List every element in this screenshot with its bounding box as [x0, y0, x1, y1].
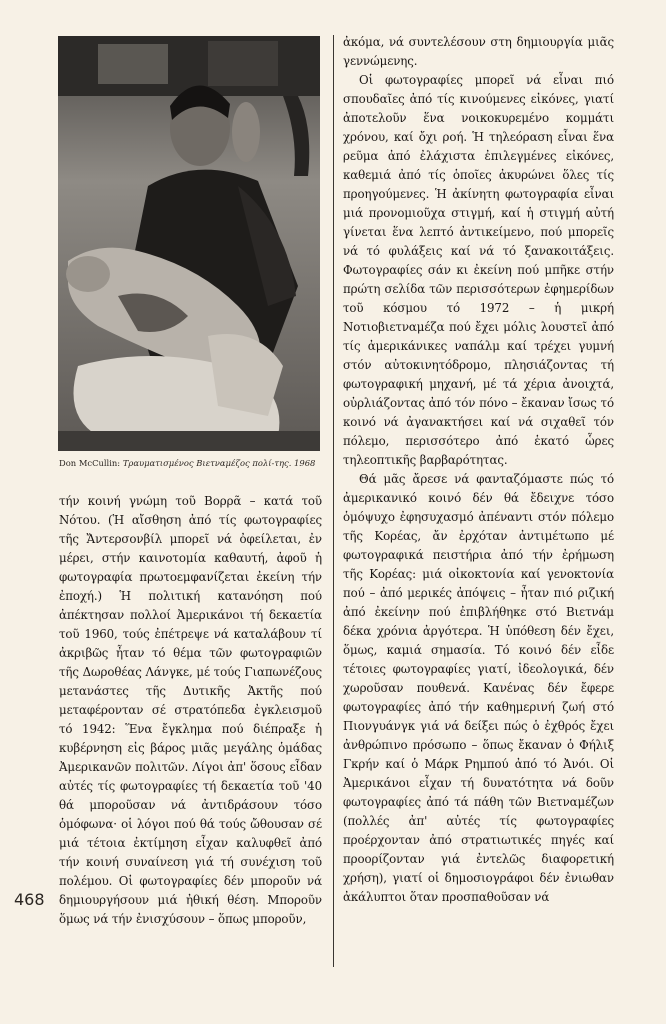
photo-caption: [59, 457, 319, 470]
right-paragraph: ἀκόμα, νά συντελέσουν στη δημιουργία μιᾶς γεννώμενης.: [343, 35, 614, 68]
column-divider: [333, 35, 334, 967]
page-number: 468: [14, 890, 45, 909]
right-paragraph: Οἱ φωτογραφίες μπορεῖ νά εἶναι πιό σπουδαῖες ἀπό τίς κινούμενες εἰκόνες, γιατί ἀποτελοῦν ἕνα νοικοκυρεμένο κομμάτι χρόνου, καί ὄχι ροή. Ἡ τηλεόραση εἶναι ἕνα ρεῦμα ἀπό ἐλάχιστα ἐπιλεγμένες εἰκόνες, καθεμιά ἀπό τίς ὁποῖες ἀκυρώνει ὅλες τίς προηγούμενες. Ἡ ἀκίνητη φωτογραφία εἶναι μιά προνομιοῦχα στιγμή, καί ἡ στιγμή αὐτή γίνεται ἕνα λεπτό ἀντικείμενο, πού μπορεῖς νά τό φυλάξεις καί νά τό ξανακοιτάξεις. Φωτογραφίες σάν κι ἐκείνη πού μπῆκε στήν πρώτη σελίδα τῶν περισσότερων ἐφημερίδων τοῦ κόσμου τό 1972 – ἡ μικρή Νοτιοβιετναμέζα πού ἔχει μόλις λουστεῖ ἀπό τίς ἀμερικάνικες ναπάλμ καί τρέχει γυμνή στόν αὐτοκινητόδρομο, πλησιάζοντας τή φωτογραφική μηχανή, μέ τά χέρια ἀνοιχτά, οὐρλιάζοντας ἀπό τόν πόνο – ἔκαναν ἴσως τό κοινό νά ἀγανακτήσει καί νά σιχαθεῖ τόν πόλεμο, περισσότερο ἀπό ἑκατό ὧρες τηλεοπτικῆς βαρβαρότητας.: [343, 73, 614, 467]
right-paragraph: Θά μᾶς ἄρεσε νά φανταζόμαστε πώς τό ἀμερικανικό κοινό δέν θά ἔδειχνε τόσο ὁμόψυχο ἐφησυχασμό ἀπέναντι στόν πόλεμο τῆς Κορέας, ἄν ἐρχόταν ἀντιμέτωπο μέ φωτογραφικά πειστήρια ἀπό τήν ἐρήμωση τῆς Κορέας: μιά οἰκοκτονία καί γενοκτονία πού – ἀπό μερικές ἀπόψεις – ἦταν πιό ριζική ἀπό ἐκείνην πού ἐπιβλήθηκε στό Βιετνάμ δέκα χρόνια ἀργότερα. Ἡ ὑπόθεση δέν ἔχει, ὅμως, καμιά σημασία. Τό κοινό δέν εἶδε τέτοιες φωτογραφίες γιατί, ἰδεολογικά, δέν χωροῦσαν πουθενά. Κανένας δέν ἔφερε φωτογραφίες ἀπό τήν καθημερινή ζωή στό Πιονγυάνγκ γιά νά δείξει πώς ὁ ἐχθρός ἔχει ἀνθρώπινο πρόσωπο – ὅπως ἔκαναν ὁ Φήλιξ Γκρήν καί ὁ Μάρκ Ρημπού ἀπό τό Ἀνόι. Οἱ Ἀμερικάνοι εἶχαν τή δυνατότητα νά δοῦν φωτογραφίες ἀπό τά πάθη τῶν Βιετναμέζων (πολλές ἀπ' αὐτές τίς φωτογραφίες προέρχονταν ἀπό στρατιωτικές πηγές καί προορίζονταν γιά ἐντελῶς διαφορετική χρήση), γιατί οἱ δημοσιογράφοι δέν ἐνιωθαν ἀκάλυπτοι ὅταν προσπαθοῦσαν νά: [343, 472, 614, 904]
photograph-wounded-vietnamese-civilian: [58, 36, 320, 451]
left-text-column: [59, 492, 322, 929]
left-paragraph: τήν κοινή γνώμη τοῦ Βορρᾶ – κατά τοῦ Νότου. (Ἡ αἴσθηση ἀπό τίς φωτογραφίες τῆς Ἄντερσονβίλ μπορεῖ νά ὀφείλεται, ἐν μέρει, στήν καινοτομία καθαυτή, ἀφοῦ ἡ φωτογραφία πρωτοεμφανίζεται ἐκείνη τήν ἐποχή.) Ἡ πολιτική κατανόηση πού ἀπέκτησαν πολλοί Ἀμερικάνοι τή δεκαετία τοῦ 1960, τούς ἐπέτρεψε νά καταλάβουν τί ἀκριβῶς ἦταν τό θέμα τῶν φωτογραφιῶν τῆς Δωροθέας Λάνγκε, μέ τούς Γιαπωνέζους μετανάστες τῆς Δυτικῆς Ἀκτῆς πού μεταφέρονταν σέ στρατόπεδα ἐγκλεισμοῦ τό 1942: Ἕνα ἔγκλημα πού διέπραξε ἡ κυβέρνηση εἰς βάρος μιᾶς μεγάλης ὁμάδας Ἀμερικανῶν πολιτῶν. Λίγοι ἀπ' ὅσους εἶδαν αὐτές τίς φωτογραφίες τή δεκαετία τοῦ '40 θά μποροῦσαν νά ἀντιδράσουν τόσο ὁμόφωνα· οἱ λόγοι πού θά τούς ὤθουσαν σέ μιά τέτοια ἐκτίμηση εἶχαν καλυφθεῖ ἀπό τήν κοινή συναίνεση γιά τή συνέχιση τοῦ πολέμου. Οἱ φωτογραφίες δέν μποροῦν νά δημιουργήσουν μιά ἠθική θέση. Μποροῦν ὅμως νά τήν ἐνισχύσουν – ὅπως μποροῦν,: [59, 494, 322, 926]
photograph-image: [58, 36, 320, 451]
caption-credit: Don McCullin:: [59, 458, 121, 468]
caption-title: Τραυματισμένος Βιετναμέζος πολί-της. 1968: [122, 458, 316, 468]
right-text-column: [343, 33, 614, 907]
